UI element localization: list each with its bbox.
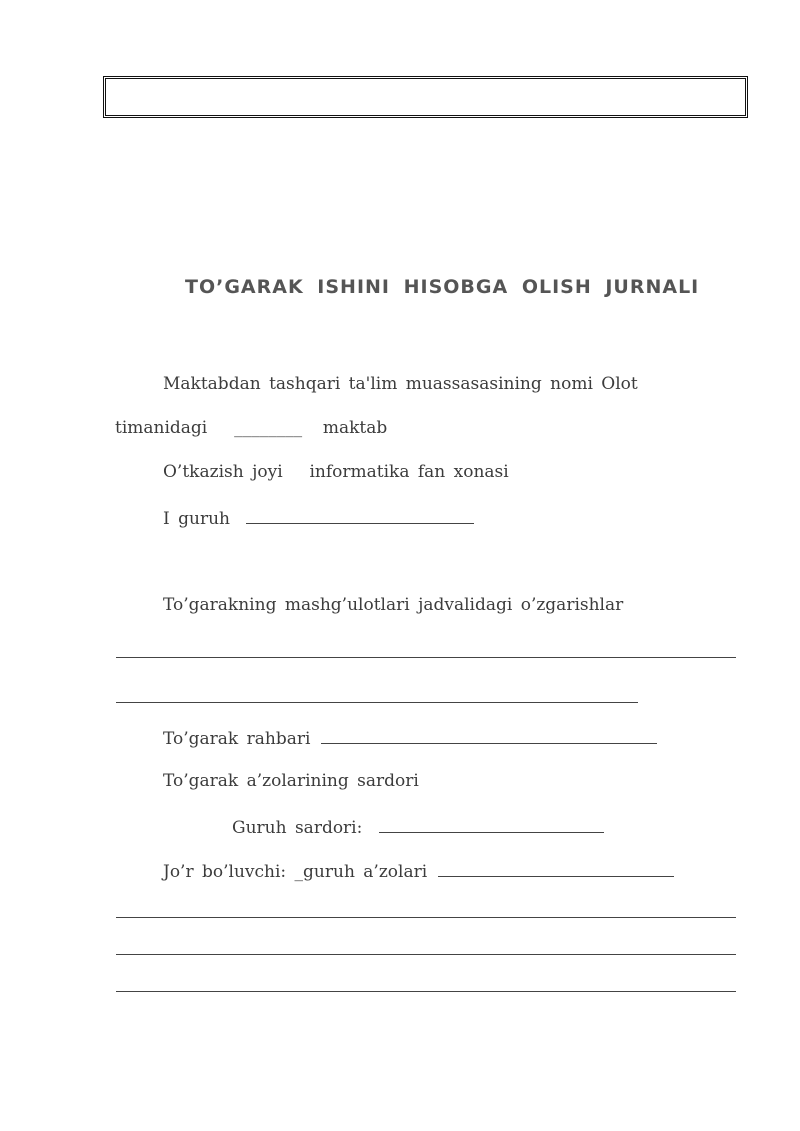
members-field-1[interactable]: [116, 917, 736, 918]
members-field-2[interactable]: [116, 954, 736, 955]
group-line: [163, 507, 474, 529]
responsible-field[interactable]: [438, 860, 674, 877]
district-label: timanidagi: [115, 418, 208, 438]
page-title: TO’GARAK ISHINI HISOBGA OLISH JURNALI: [185, 276, 700, 298]
members-field-3[interactable]: [116, 991, 736, 992]
header-frame: [103, 76, 748, 118]
responsible-label: Jo’r bo’luvchi: _guruh a’zolari: [163, 862, 428, 882]
schedule-changes-label: To’garakning mashg’ulotlari jadvalidagi o’zgarishlar: [163, 595, 624, 615]
group-head-field[interactable]: [379, 816, 604, 833]
schedule-changes-field-2[interactable]: [116, 702, 638, 703]
institution-name-line-2: [115, 418, 387, 438]
leader-field[interactable]: [321, 727, 657, 744]
responsible-line: [163, 860, 674, 882]
leader-label: To’garak rahbari: [163, 729, 311, 749]
group-head-line: [232, 816, 604, 838]
leader-line: [163, 727, 657, 749]
schedule-changes-field-1[interactable]: [116, 657, 736, 658]
location-label: O’tkazish joyi: [163, 462, 283, 482]
members-head-label: To’garak a’zolarining sardori: [163, 771, 419, 791]
group-label: I guruh: [163, 509, 230, 529]
location-line: [163, 462, 509, 482]
school-number-field[interactable]: ________: [234, 418, 303, 438]
location-value: informatika fan xonasi: [309, 462, 509, 482]
school-label: maktab: [322, 418, 388, 438]
group-field[interactable]: [246, 507, 474, 524]
group-head-label: Guruh sardori:: [232, 818, 363, 838]
institution-name-line: Maktabdan tashqari ta'lim muassasasining nomi Olot: [163, 374, 638, 394]
